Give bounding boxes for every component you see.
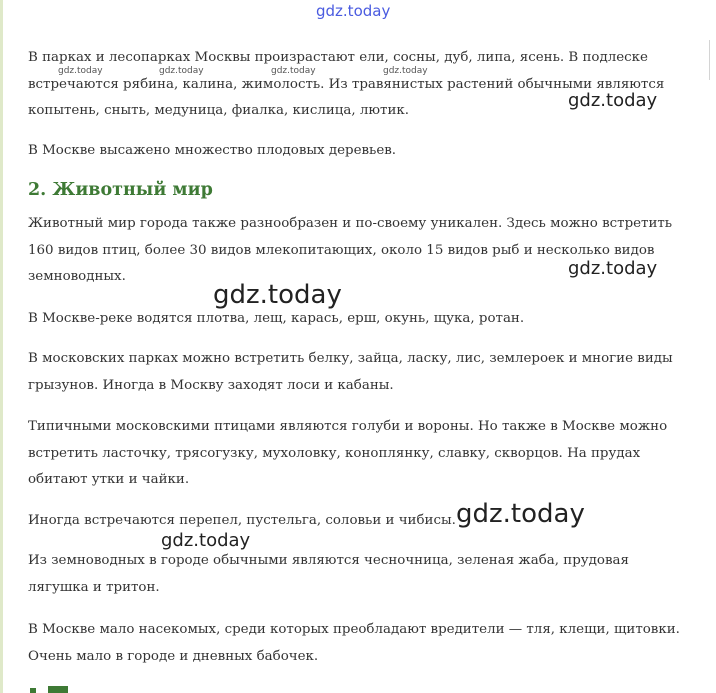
watermark-small-2: gdz.today <box>159 66 204 76</box>
watermark-top: gdz.today <box>316 2 391 20</box>
paragraph-fruit-trees: В Москве высажено множество плодовых деревьев. <box>28 143 397 158</box>
paragraph-fish: В Москве-реке водятся плотва, лещ, карась, ерш, окунь, щука, ротан. <box>28 311 525 326</box>
paragraph-mammals: В московских парках можно встретить белку, зайца, ласку, лис, землероек и многие виды грызунов. Иногда в Москву заходят лоси и кабаны. <box>28 351 673 393</box>
watermark-medium-2: gdz.today <box>568 258 658 279</box>
left-border <box>0 0 3 693</box>
watermark-medium-1: gdz.today <box>568 90 658 111</box>
paragraph-birds: Типичными московскими птицами являются голуби и вороны. Но также в Москве можно встретить ласточку, трясогузку, мухоловку, коноплянку, славку, скворцов. На прудах обитают утки и чайки. <box>28 419 668 487</box>
paragraph-rare-birds: Иногда встречаются перепел, пустельга, соловьи и чибисы. <box>28 513 456 528</box>
paragraph-amphibians: Из земноводных в городе обычными являются чесночница, зеленая жаба, прудовая лягушка и тритон. <box>28 553 629 595</box>
paragraph-insects: В Москве мало насекомых, среди которых преобладают вредители — тля, клещи, щитовки. Очень мало в городе и дневных бабочек. <box>28 622 680 664</box>
next-heading-fragment <box>30 684 70 693</box>
watermark-medium-3: gdz.today <box>161 530 251 551</box>
section-heading-fauna: 2. Животный мир <box>28 180 213 200</box>
watermark-small-4: gdz.today <box>383 66 428 76</box>
watermark-large-1: gdz.today <box>213 280 342 310</box>
watermark-large-2: gdz.today <box>456 499 585 529</box>
right-border <box>709 40 710 80</box>
paragraph-fauna-overview: Животный мир города также разнообразен и по-своему уникален. Здесь можно встретить 160 видов птиц, более 30 видов млекопитающих, около 15 видов рыб и несколько видов земноводных. <box>28 216 673 284</box>
watermark-small-3: gdz.today <box>271 66 316 76</box>
paragraph-plants-trees: В парках и лесопарках Москвы произрастают ели, сосны, дуб, липа, ясень. В подлеске встречаются рябина, калина, жимолость. Из травянистых растений обычными являются копытень, сныть, медуница, фиалка, кислица, лютик. <box>28 50 665 118</box>
watermark-small-1: gdz.today <box>58 66 103 76</box>
